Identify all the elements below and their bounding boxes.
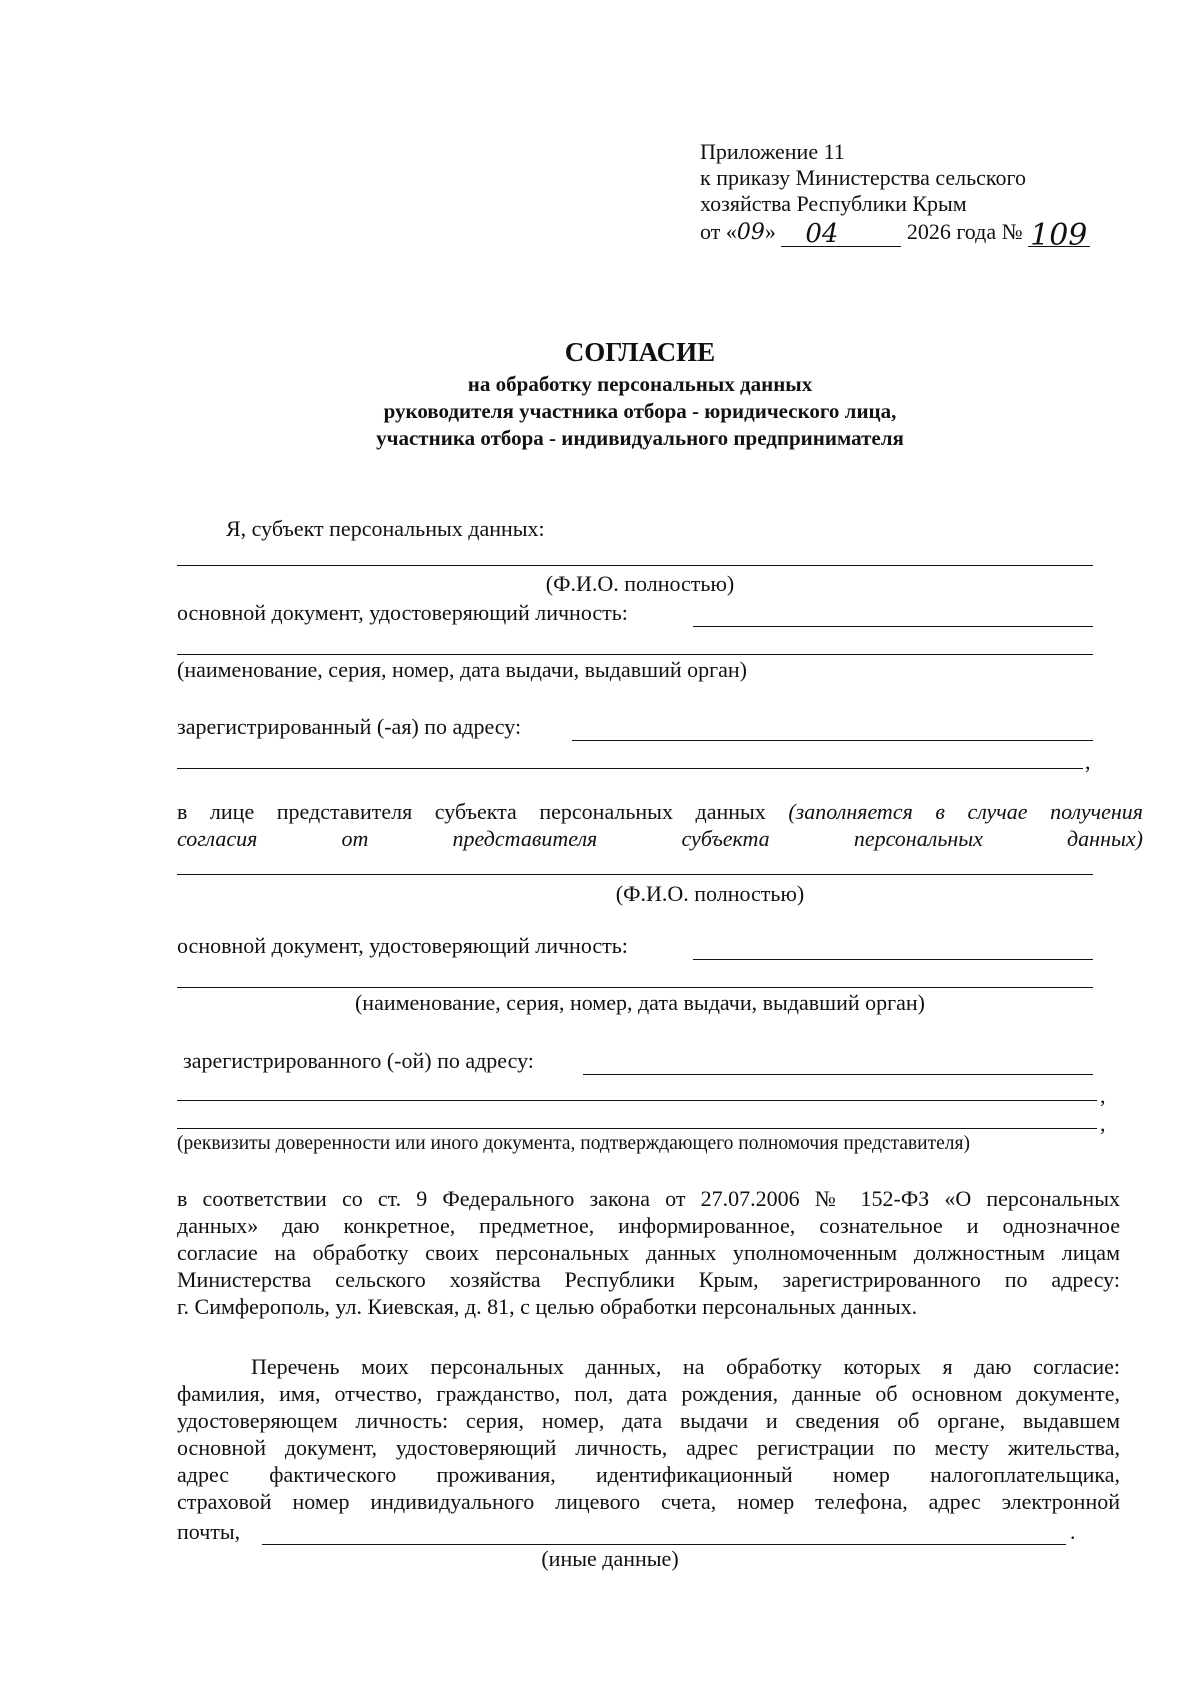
order-number-field (1028, 218, 1090, 253)
representative-address-line-3 (177, 1128, 1097, 1129)
list-line-3: удостоверяющем личность: серия, номер, дата выдачи и сведения об органе, выдавшем (177, 1408, 1120, 1433)
data-list-paragraph (177, 1353, 1120, 1515)
order-date-line (700, 218, 1090, 253)
ministry-name: хозяйства Республики Крым (700, 191, 967, 216)
handwritten-month: 04 (805, 219, 839, 249)
subject-doc-caption: (наименование, серия, номер, дата выдачи, выдавший орган) (177, 657, 748, 682)
title-subline-3: участника отбора - индивидуального предпринимателя (376, 426, 904, 450)
representative-doc-line-2 (177, 987, 1093, 988)
rep-word-6: данных) (1067, 826, 1143, 851)
date-prefix: от « (700, 219, 737, 244)
consent-line-2: данных» даю конкретное, предметное, информированное, сознательное и однозначное (177, 1213, 1120, 1238)
list-line-5: адрес фактического проживания, идентификационный номер налогоплательщика, (177, 1462, 1120, 1487)
other-data-caption: (иные данные) (541, 1546, 679, 1571)
subject-fio-line (177, 565, 1093, 566)
representative-doc-line-1 (693, 959, 1093, 960)
representative-address-line-2 (177, 1100, 1097, 1101)
date-mid: » (764, 219, 776, 244)
proxy-caption: (реквизиты доверенности или иного документа, подтверждающего полномочия представителя) (177, 1133, 970, 1154)
representative-doc-label: основной документ, удостоверяющий личность: (177, 933, 628, 958)
consent-line-3: согласие на обработку своих персональных данных уполномоченным должностным лицам (177, 1240, 1120, 1265)
subject-address-label: зарегистрированный (-ая) по адресу: (177, 714, 522, 739)
list-line-4: основной документ, удостоверяющий личность, адрес регистрации по месту жительства, (177, 1435, 1120, 1460)
representative-address-line-1 (583, 1074, 1093, 1075)
subject-address-line-1 (572, 740, 1093, 741)
subject-doc-label: основной документ, удостоверяющий личность: (177, 600, 628, 625)
list-last-word: почты, (177, 1519, 241, 1544)
representative-fio-caption: (Ф.И.О. полностью) (615, 881, 805, 906)
handwritten-day: 09 (736, 220, 765, 245)
rep-word-5: персональных (853, 826, 983, 851)
list-line-1: Перечень моих персональных данных, на обработку которых я даю согласие: (251, 1354, 1120, 1379)
subject-address-line-2 (177, 768, 1083, 769)
subject-address-comma: , (1085, 749, 1091, 774)
representative-intro (177, 798, 1143, 852)
representative-intro-row-2 (177, 825, 1143, 852)
subject-fio-caption: (Ф.И.О. полностью) (545, 571, 735, 596)
consent-line-5: г. Симферополь, ул. Киевская, д. 81, с целью обработки персональных данных. (177, 1294, 918, 1319)
representative-doc-caption: (наименование, серия, номер, дата выдачи, выдавший орган) (354, 990, 925, 1015)
rep-word-4: субъекта (681, 826, 770, 851)
rep-word-1: согласия (177, 826, 258, 851)
title-subline-1: на обработку персональных данных (467, 372, 813, 396)
subject-doc-line-1 (693, 626, 1093, 627)
representative-address-comma-1: , (1100, 1083, 1106, 1108)
representative-fio-line (177, 874, 1093, 875)
appendix-label: Приложение 11 (700, 139, 845, 164)
rep-word-2: от (341, 826, 369, 851)
title-subline-2: руководителя участника отбора - юридического лица, (383, 399, 897, 423)
representative-intro-plain: в лице представителя субъекта персональных данных (177, 799, 766, 824)
order-reference: к приказу Министерства сельского (700, 165, 1026, 190)
date-year-text: 2026 года № (906, 219, 1023, 244)
subject-doc-line-2 (177, 654, 1093, 655)
consent-line-4: Министерства сельского хозяйства Республики Крым, зарегистрированного по адресу: (177, 1267, 1120, 1292)
representative-address-comma-2: , (1100, 1111, 1106, 1136)
representative-intro-italic: (заполняется в случае получения (788, 799, 1144, 824)
month-field (781, 219, 901, 249)
subject-intro: Я, субъект персональных данных: (226, 516, 545, 541)
representative-address-label: зарегистрированного (-ой) по адресу: (183, 1048, 534, 1073)
consent-paragraph (177, 1185, 1120, 1320)
consent-line-1: в соответствии со ст. 9 Федерального закона от 27.07.2006 № 152-ФЗ «О персональных (177, 1186, 1120, 1211)
representative-intro-row-1 (177, 798, 1143, 825)
list-line-6: страховой номер индивидуального лицевого счета, номер телефона, адрес электронной (177, 1489, 1120, 1514)
handwritten-order-number: 109 (1030, 218, 1088, 253)
rep-word-3: представителя (452, 826, 598, 851)
list-end-period: . (1070, 1519, 1076, 1544)
document-title: СОГЛАСИЕ (564, 337, 716, 367)
list-line-2: фамилия, имя, отчество, гражданство, пол, дата рождения, данные об основном документе, (177, 1381, 1120, 1406)
